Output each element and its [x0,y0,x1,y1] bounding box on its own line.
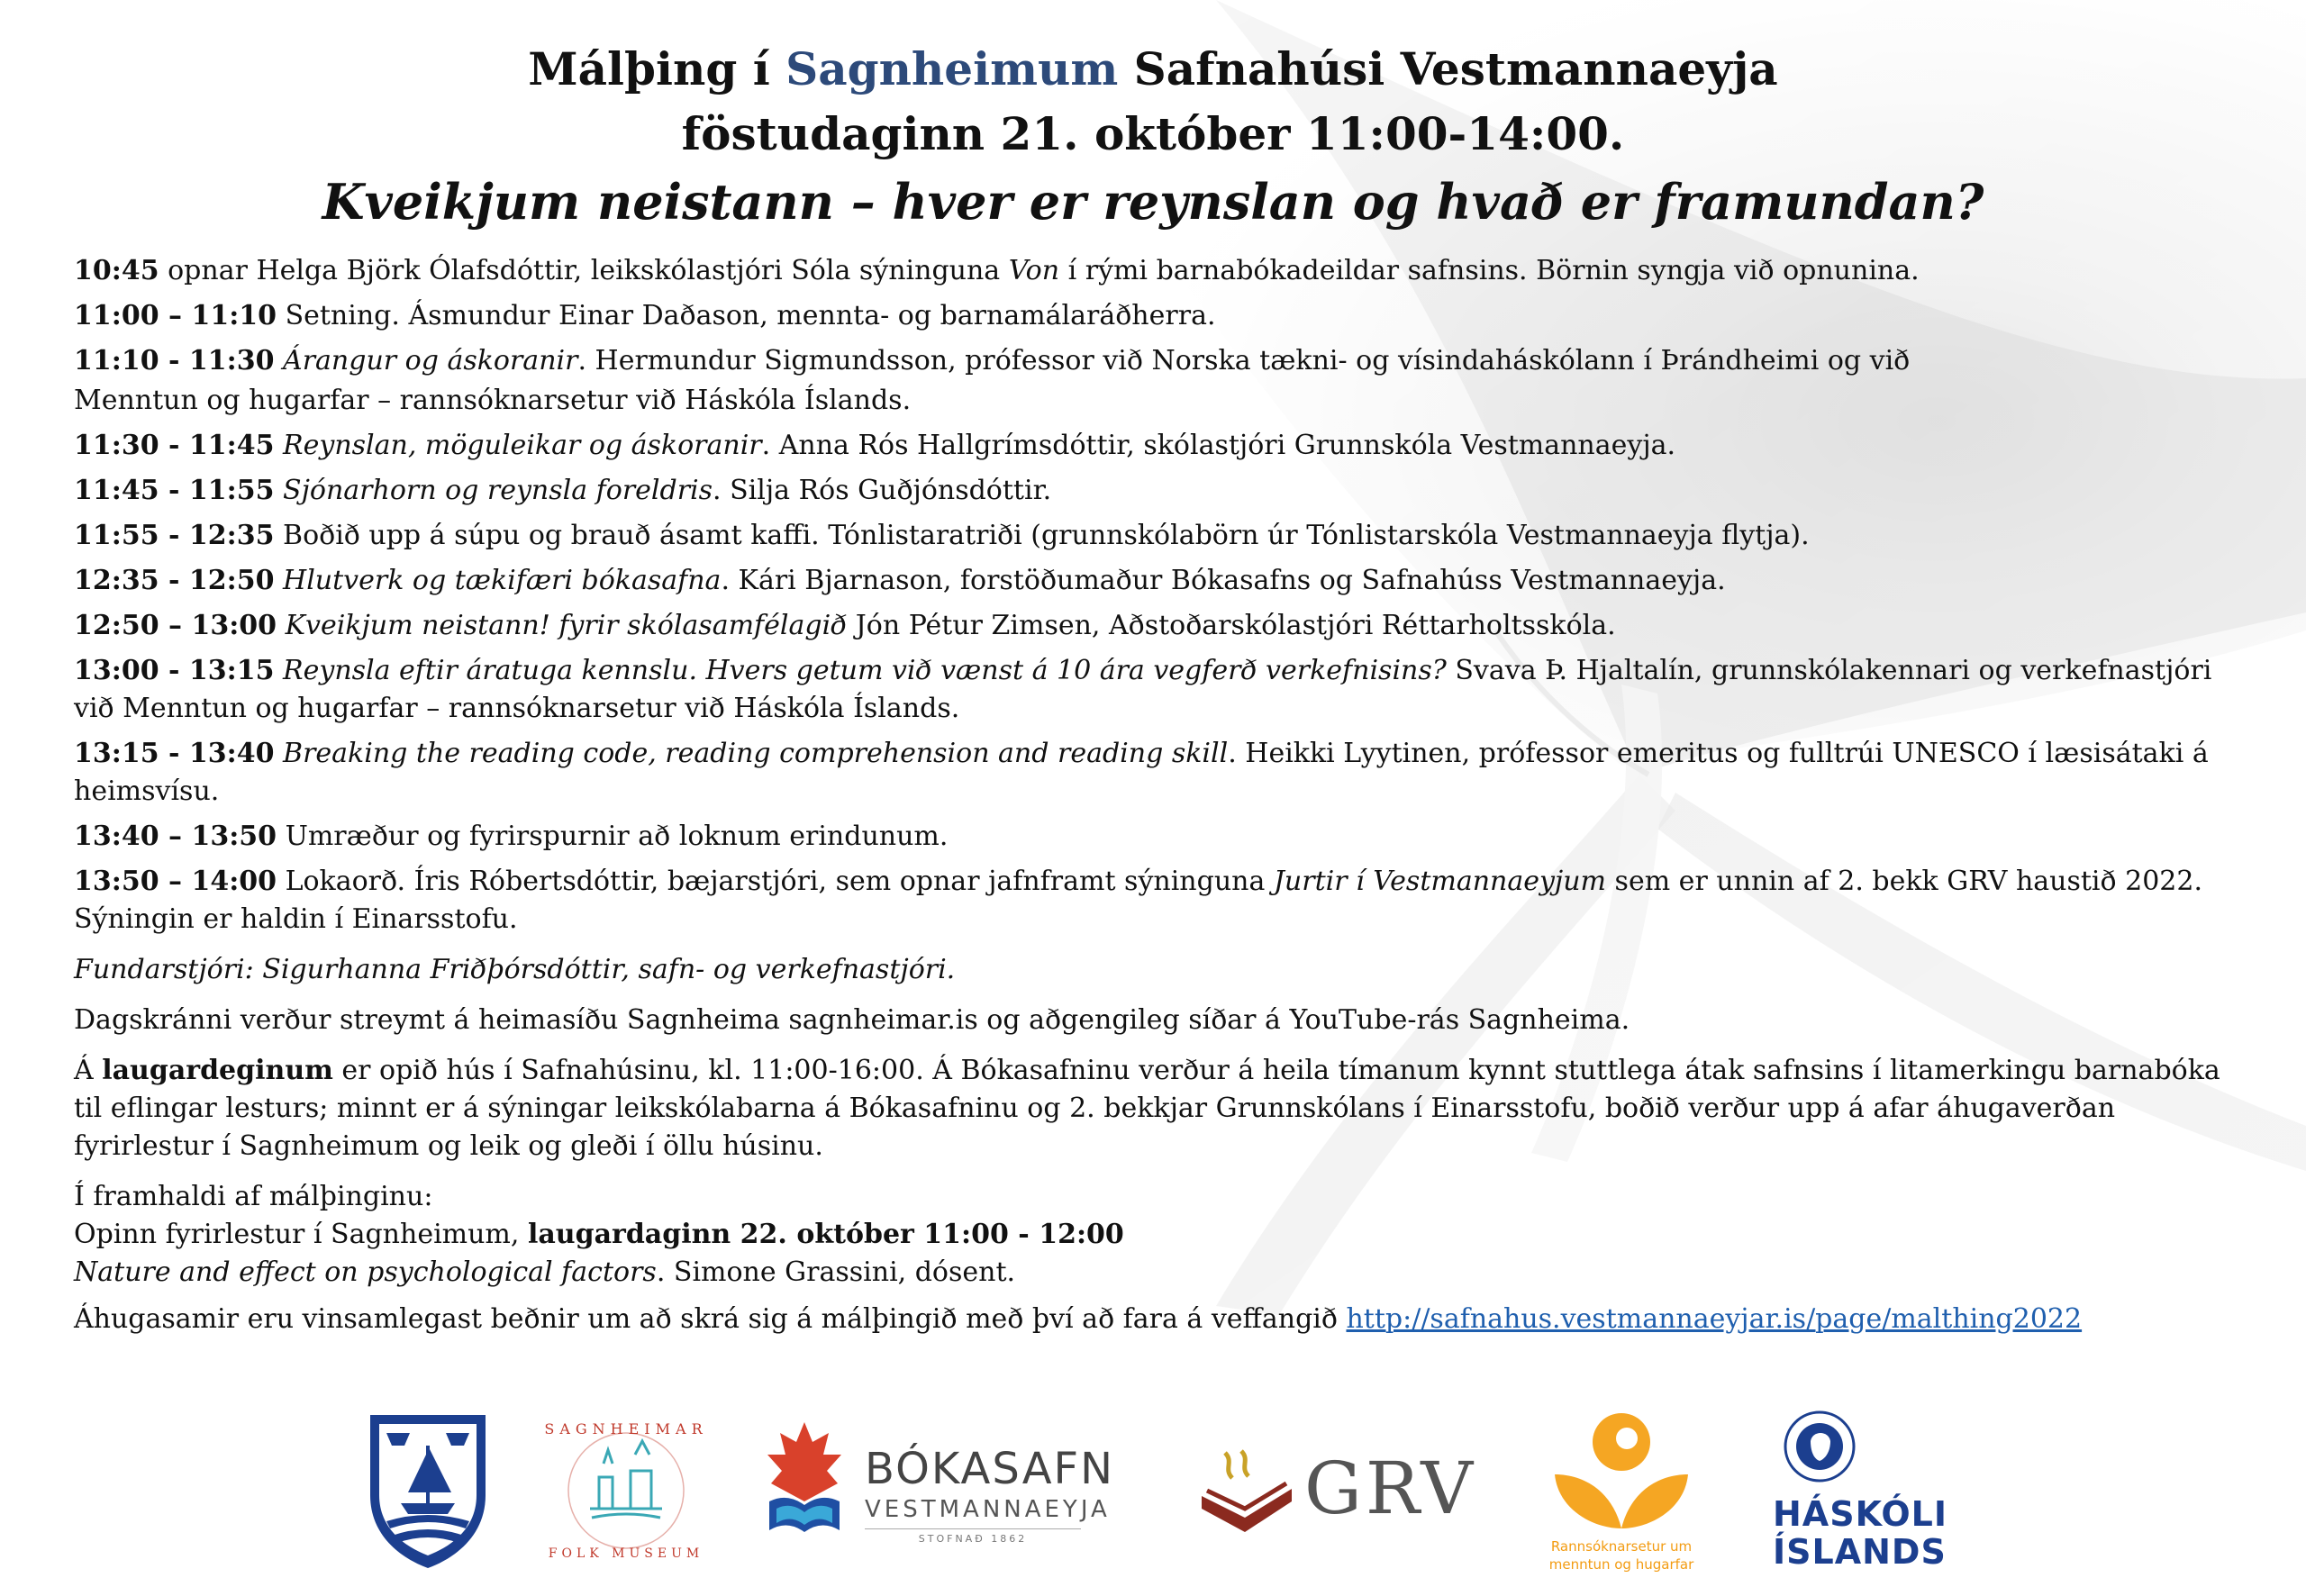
vestmannaeyjar-crest-icon [365,1410,491,1572]
schedule-title: Jurtir í Vestmannaeyjum [1273,866,1607,897]
schedule-item [74,652,2236,728]
bokasafn-founded: STOFNAÐ 1862 [865,1528,1081,1549]
saturday-paragraph: Á laugardeginum er opið hús í Safnahúsinu, kl. 11:00-16:00. Á Bókasafninu verður á heila tímanum kynnt stuttlega átak safnsins í litamerkingu barnabóka til eflingar lesturs; minnt er á sýningar leikskólabarna á Bókasafninu og 2. bekkjar Grunnskólans í Einarsstofu, boðið verður upp á afar áhugaverðan fyrirlestur í Sagnheimum og leik og gleði í öllu húsinu. [74,1055,2220,1162]
schedule-text: sem er unnin af 2. bekk GRV haustið 2022. Sýningin er haldin í Einarsstofu. [74,866,2203,935]
schedule-time: 12:35 - 12:50 [74,565,275,596]
haskoli-seal-icon [1766,1405,1946,1495]
bokasafn-subtitle: VESTMANNAEYJA [865,1496,1111,1523]
schedule-text: í rými barnabókadeildar safnsins. Börnin syngja við opnunina. [1059,255,1920,286]
stream-text: Dagskránni verður streymt á heimasíðu Sagnheima sagnheimar.is og aðgengileg síðar á YouTube-rás Sagnheima. [74,1004,1630,1036]
sagnheimar-logo [536,1401,716,1581]
talk-line: Nature and effect on psychological factors. Simone Grassini, dósent. [74,1256,1016,1288]
schedule-text: . Silja Rós Guðjónsdóttir. [713,475,1052,506]
sagnheimar-brand-text: Sagnheimum [785,42,1119,95]
schedule-item [74,562,2236,600]
schedule-text: . Kári Bjarnason, forstöðumaður Bókasafns og Safnahúss Vestmannaeyja. [721,565,1726,596]
schedule-text: Jón Pétur Zimsen, Aðstoðarskólastjóri Réttarholtsskóla. [847,610,1616,641]
schedule-text: opnar Helga Björk Ólafsdóttir, leikskólastjóri Sóla sýninguna [159,255,1009,286]
schedule-text [274,345,283,376]
bokasafn-title: BÓKASAFN [865,1444,1115,1494]
grv-wordmark: GRV [1304,1446,1477,1530]
lecture-line: Opinn fyrirlestur í Sagnheimum, laugardaginn 22. október 11:00 - 12:00 [74,1219,1124,1250]
schedule-time: 12:50 – 13:00 [74,610,277,641]
schedule-text: . Hermundur Sigmundsson, prófessor við Norska tækni- og vísindaháskólann í Þrándheimi og við [577,345,1911,376]
haskoli-line-2: ÍSLANDS [1773,1532,1947,1572]
schedule-item [74,735,2236,811]
grv-book-icon [1198,1446,1297,1536]
schedule-time: 11:30 - 11:45 [74,430,275,461]
schedule-time: 13:50 – 14:00 [74,866,277,897]
schedule-title: Von [1008,255,1060,286]
schedule-item [74,818,2236,856]
schedule-title: Sjónarhorn og reynsla foreldris [283,475,713,506]
sagnheimar-bottom-text: FOLK MUSEUM [548,1546,704,1561]
schedule-item [74,517,2236,555]
sagnheimar-top-text: SAGNHEIMAR [544,1420,708,1437]
rannsoknarsetur-line-2: menntun og hugarfar [1548,1556,1694,1573]
registration-link[interactable]: http://safnahus.vestmannaeyjar.is/page/malthing2022 [1346,1303,2083,1335]
rannsoknarsetur-logo [1540,1411,1702,1582]
schedule-item [74,427,2236,465]
schedule-text: . Heikki Lyytinen, prófessor emeritus og fulltrúi UNESCO í læsisátaki á heimsvísu. [74,738,2209,807]
moderator-text: Fundarstjóri: Sigurhanna Friðþórsdóttir, safn- og verkefnastjóri. [74,954,956,985]
schedule-time: 10:45 [74,255,159,286]
schedule-item [74,472,2236,510]
schedule-item [74,607,2236,645]
schedule-item [74,382,2236,420]
schedule-time: 13:15 - 13:40 [74,738,275,769]
schedule-text: Setning. Ásmundur Einar Daðason, mennta- og barnamálaráðherra. [277,300,1216,331]
schedule-title: Reynsla eftir áratuga kennslu. Hvers getum við vænst á 10 ára vegferð verkefnisins? [283,655,1447,686]
schedule-time: 13:40 – 13:50 [74,821,277,852]
schedule-text: Umræður og fyrirspurnir að loknum erindunum. [277,821,949,852]
haskoli-line-1: HÁSKÓLI [1773,1494,1947,1534]
logos-row [0,1401,2306,1581]
schedule-text: Boðið upp á súpu og brauð ásamt kaffi. Tónlistaratriði (grunnskólabörn úr Tónlistarskóla Vestmannaeyja flytja). [274,520,1810,551]
schedule-text: Menntun og hugarfar – rannsóknarsetur við Háskóla Íslands. [74,385,912,416]
rannsoknarsetur-line-1: Rannsóknarsetur um [1550,1538,1693,1555]
continuation-intro: Í framhaldi af málþinginu: [74,1181,433,1212]
schedule-text [274,430,283,461]
schedule-time: 11:45 - 11:55 [74,475,275,506]
registration-line: Áhugasamir eru vinsamlegast beðnir um að skrá sig á málþingið með því að fara á veffangið http://safnahus.vestmannaeyjar.is/page/malthing2022 [74,1303,2083,1335]
schedule-text [274,565,283,596]
schedule-title: Kveikjum neistann! fyrir skólasamfélagið [285,610,848,641]
schedule [74,252,2236,1346]
schedule-title: Reynslan, möguleikar og áskoranir [283,430,762,461]
schedule-time: 13:00 - 13:15 [74,655,275,686]
schedule-title: Árangur og áskoranir [283,345,578,376]
schedule-time: 11:55 - 12:35 [74,520,275,551]
schedule-time: 11:00 – 11:10 [74,300,277,331]
schedule-item [74,342,2236,380]
schedule-item [74,863,2236,939]
schedule-text [274,475,283,506]
schedule-time: 11:10 - 11:30 [74,345,275,376]
schedule-text: Lokaorð. Íris Róbertsdóttir, bæjarstjóri, sem opnar jafnframt sýninguna [277,866,1274,897]
schedule-item [74,297,2236,335]
header-line-3: Kveikjum neistann – hver er reynslan og hvað er framundan? [322,173,1984,231]
header-line-1: Málþing í Sagnheimum Safnahúsi Vestmannaeyja [528,42,1778,95]
schedule-text: . Anna Rós Hallgrímsdóttir, skólastjóri Grunnskóla Vestmannaeyja. [761,430,1676,461]
schedule-title: Breaking the reading code, reading comprehension and reading skill [283,738,1229,769]
haskoli-islands-logo [1766,1405,1946,1585]
schedule-text [277,610,286,641]
schedule-item [74,252,2236,290]
schedule-title: Hlutverk og tækifæri bókasafna [283,565,722,596]
schedule-text [274,655,283,686]
sprout-icon [1540,1411,1702,1537]
schedule-text [274,738,283,769]
bokasafn-leaf-book-icon [764,1419,845,1554]
bokasafn-wordmark [865,1444,1135,1549]
header-line-2: föstudaginn 21. október 11:00-14:00. [681,107,1625,160]
schedule-text: Svava Þ. Hjaltalín, grunnskólakennari og verkefnastjóri við Menntun og hugarfar – rannsóknarsetur við Háskóla Íslands. [74,655,2212,724]
